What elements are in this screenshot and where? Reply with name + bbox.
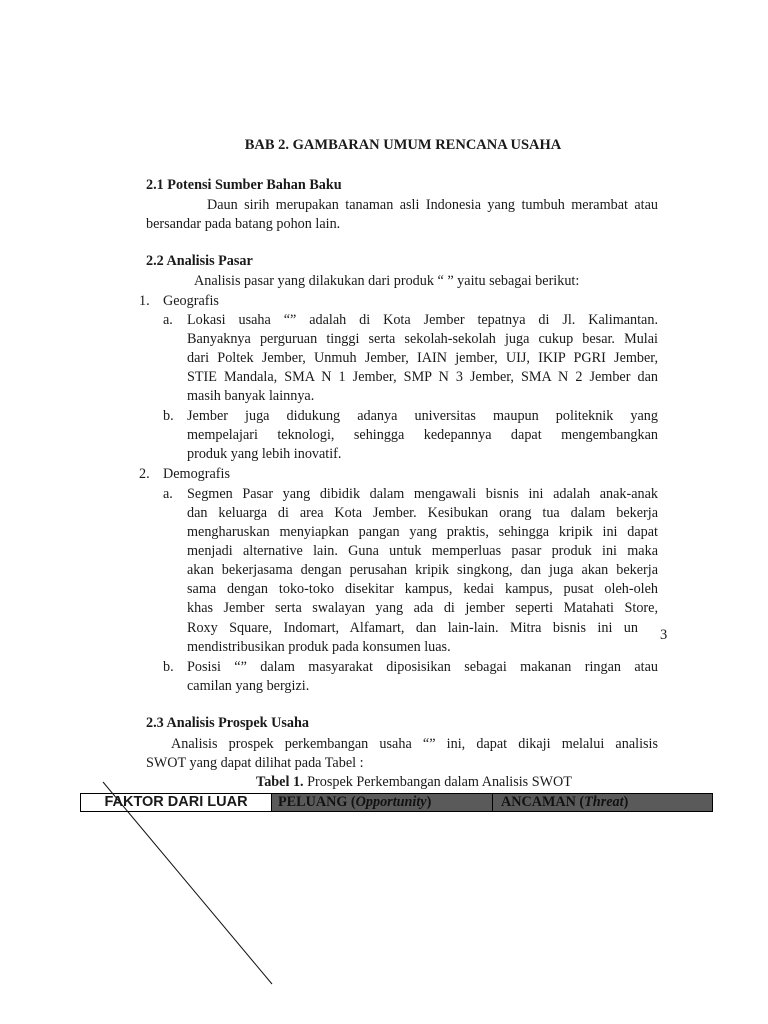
list-item-line: Jember juga didukung adanya universitas maupun politeknik yang xyxy=(187,408,658,424)
table-header-external-factors: FAKTOR DARI LUAR xyxy=(81,794,271,811)
paragraph-line: SWOT yang dapat dilihat pada Tabel : xyxy=(146,755,364,771)
sub-letter: b. xyxy=(163,659,174,675)
list-item-line: Segmen Pasar yang dibidik dalam mengawali bisnis ini adalah anak-anak xyxy=(187,486,658,502)
list-item-line: mengharuskan menyiapkan pangan yang praktis, sehingga kripik ini dapat xyxy=(187,524,658,540)
header-opportunity-text: PELUANG ( xyxy=(278,794,356,810)
header-threat-italic: Threat xyxy=(584,794,624,810)
page-number: 3 xyxy=(660,627,668,643)
section-heading-2-1: 2.1 Potensi Sumber Bahan Baku xyxy=(146,177,342,193)
list-item-line: camilan yang bergizi. xyxy=(187,678,310,694)
paragraph-intro: Analisis pasar yang dilakukan dari produk “ ” yaitu sebagai berikut: xyxy=(194,273,580,289)
header-threat-text: ANCAMAN ( xyxy=(501,794,585,810)
sub-letter: a. xyxy=(163,312,173,328)
list-item-line: mempelajari teknologi, sehingga kedepannya dapat mengembangkan xyxy=(187,427,658,443)
list-item-line: menjadi alternative lain. Guna untuk memperluas pasar produk ini maka xyxy=(187,543,658,559)
list-item-line: khas Jember serta swalayan yang ada di jember seperti Matahati Store, xyxy=(187,600,658,616)
list-item-line: mendistribusikan produk pada konsumen luas. xyxy=(187,639,451,655)
paragraph-line: Analisis prospek perkembangan usaha “” ini, dapat dikaji melalui analisis xyxy=(171,736,658,752)
paragraph-line: Daun sirih merupakan tanaman asli Indonesia yang tumbuh merambat atau xyxy=(207,197,658,213)
list-number: 1. xyxy=(139,293,150,309)
table-caption-text: Prospek Perkembangan dalam Analisis SWOT xyxy=(303,774,572,790)
list-item-line: Roxy Square, Indomart, Alfamart, dan lain-lain. Mitra bisnis ini un xyxy=(187,620,638,636)
list-item-line: STIE Mandala, SMA N 1 Jember, SMP N 3 Jember, SMA N 2 Jember dan xyxy=(187,369,658,385)
header-opportunity-italic: Opportunity xyxy=(355,794,427,810)
section-heading-2-3: 2.3 Analisis Prospek Usaha xyxy=(146,715,309,731)
list-item-line: dan keluarga di area Kota Jember. Kesibukan orang tua dalam bekerja xyxy=(187,505,658,521)
list-number: 2. xyxy=(139,466,150,482)
sub-letter: b. xyxy=(163,408,174,424)
table-caption-label: Tabel 1. xyxy=(256,774,304,790)
sub-letter: a. xyxy=(163,486,173,502)
header-threat-end: ) xyxy=(623,794,629,810)
list-item-line: produk yang lebih inovatif. xyxy=(187,446,342,462)
list-label-geografis: Geografis xyxy=(163,293,219,309)
list-item-line: Lokasi usaha “” adalah di Kota Jember tepatnya di Jl. Kalimantan. xyxy=(187,312,658,328)
list-item-line: sama dengan toko-toko disekitar kampus, kedai kampus, pusat oleh-oleh xyxy=(187,581,658,597)
list-item-line: akan bekerjasama dengan perusahan kripik singkong, dan juga akan bekerja xyxy=(187,562,658,578)
list-item-line: dari Poltek Jember, Unmuh Jember, IAIN jember, UIJ, IKIP PGRI Jember, xyxy=(187,350,658,366)
paragraph-line: bersandar pada batang pohon lain. xyxy=(146,216,341,232)
list-item-line: Banyaknya perguruan tinggi serta sekolah-sekolah juga cukup besar. Mulai xyxy=(187,331,658,347)
chapter-title: BAB 2. GAMBARAN UMUM RENCANA USAHA xyxy=(244,137,562,153)
list-item-line: Posisi “” dalam masyarakat diposisikan sebagai makanan ringan atau xyxy=(187,659,658,675)
section-heading-2-2: 2.2 Analisis Pasar xyxy=(146,253,253,269)
list-item-line: masih banyak lainnya. xyxy=(187,388,315,404)
header-opportunity-end: ) xyxy=(426,794,432,810)
diagonal-stroke xyxy=(103,782,272,984)
list-label-demografis: Demografis xyxy=(163,466,230,482)
